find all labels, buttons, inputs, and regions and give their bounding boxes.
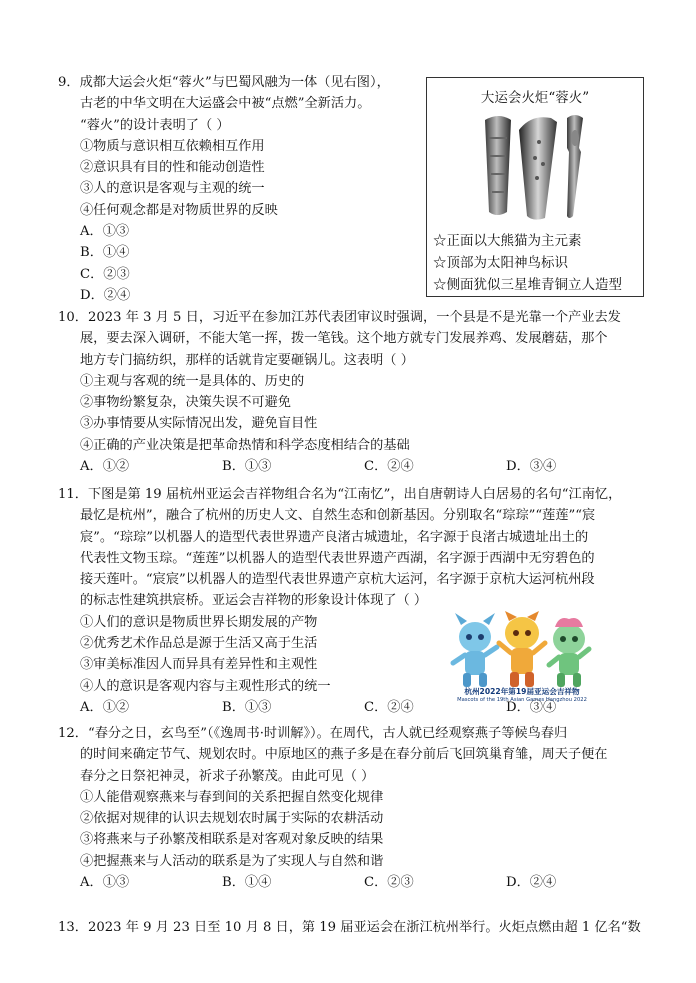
question-12-option-d[interactable]: D．②④ [506,875,557,891]
question-10-stem-line: 展，要去深入调研，不能大笔一挥，拨一笔钱。这个地方就专门发展养鸡、发展蘑菇，那个 [80,331,608,347]
question-11-stem-line: 的标志性建筑拱宸桥。亚运会吉祥物的形象设计体现了（ ） [80,593,428,609]
mascots-caption-cn: 杭州2022年第19届亚运会吉祥物 [464,687,580,696]
question-12-choice-statement: ④把握燕来与人活动的联系是为了实现人与自然和谐 [80,853,384,869]
question-9-stem-line: 9．成都大运会火炬“蓉火”与巴蜀风融为一体（见右图）， [58,75,390,90]
question-11-stem-line: 接天莲叶。“宸宸”以机器人的造型代表世界遗产京杭大运河，名字源于京杭大运河杭州段 [80,572,595,588]
question-12-stem-line: 的时间来确定节气、规划农时。中原地区的燕子多是在春分前后飞回筑巢育雏，周天子便在 [80,747,608,763]
question-11-option-b[interactable]: B．①③ [222,699,272,715]
question-11-stem-line: 宸”。“琮琮”以机器人的造型代表世界遗产良渚古城遗址，名字源于良渚古城遗址出土的 [80,529,589,545]
torch-note-side: ☆侧面犹似三星堆青铜立人造型 [433,277,622,293]
torch-figure-box [426,77,644,297]
question-12-choice-statement: ②依据对规律的认识去规划农时属于实际的农耕活动 [80,811,384,827]
mascots-caption [447,686,597,703]
question-9-option-a[interactable]: A．①③ [80,224,130,240]
question-10 [58,307,658,477]
question-9-option-c[interactable]: C．②③ [80,266,130,282]
question-12-option-a[interactable]: A．①③ [80,875,130,891]
question-11-option-c[interactable]: C．②④ [364,699,414,715]
question-9 [58,72,428,306]
question-10-choice-statement: ④正确的产业决策是把革命热情和科学态度相结合的基础 [80,437,410,453]
question-9-choice-statement: ②意识具有目的性和能动创造性 [80,160,265,176]
question-13-stem-line: 13．2023 年 9 月 23 日至 10 月 8 日，第 19 届亚运会在浙江杭州举行。火炬点燃由超 1 亿名“数 [58,920,641,935]
torch-note-front: ☆正面以大熊猫为主元素 [433,233,582,249]
question-10-stem-line: 地方专门搞纺织，那样的话就肯定要砸锅儿。这表明（ ） [80,352,414,368]
question-9-choice-statement: ④任何观念都是对物质世界的反映 [80,202,278,218]
question-12-stem-line: 春分之日祭祀神灵，祈求子孙繁茂。由此可见（ ） [80,768,375,784]
question-11-choice-statement: ③审美标准因人而异具有差异性和主观性 [80,657,318,673]
question-10-option-d[interactable]: D．③④ [506,459,557,475]
torch-note-top: ☆顶部为太阳神鸟标识 [433,255,568,271]
question-10-options [58,456,658,477]
question-12-stem-line: 12．“春分之日，玄鸟至”（《逸周书·时训解》）。在周代，古人就已经观察燕子等候鸟春归 [58,726,568,741]
question-9-option-d[interactable]: D．②④ [80,287,131,303]
question-11-choice-statement: ④人的意识是客观内容与主观性形式的统一 [80,678,331,694]
question-10-option-a[interactable]: A．①② [80,459,130,475]
question-12 [58,723,658,893]
question-12-option-c[interactable]: C．②③ [364,875,414,891]
question-10-option-b[interactable]: B．①③ [222,459,272,475]
question-12-choice-statement: ③将燕来与子孙繁茂相联系是对客观对象反映的结果 [80,832,384,848]
question-9-choice-statement: ①物质与意识相互依赖相互作用 [80,138,265,154]
question-10-choice-statement: ①主观与客观的统一是具体的、历史的 [80,373,305,389]
question-10-choice-statement: ③办事情要从实际情况出发，避免盲目性 [80,416,318,432]
question-11-stem-line: 11．下图是第 19 届杭州亚运会吉祥物组合名为“江南忆”，出自唐朝诗人白居易的名句“江南忆， [58,487,622,502]
question-10-choice-statement: ②事物纷繁复杂，决策失误不可避免 [80,395,291,411]
mascots-caption-en: Mascots of the 19th Asian Games Hangzhou 2022 [457,697,587,703]
question-9-choice-statement: ③人的意识是客观与主观的统一 [80,181,265,197]
question-9-option-b[interactable]: B．①④ [80,245,130,261]
question-11-stem-line: 代表性文物玉琮。“莲莲”以机器人的造型代表世界遗产西湖，名字源于西湖中无穷碧色的 [80,550,595,566]
question-11-option-d[interactable]: D．③④ [506,699,557,715]
question-13 [58,917,658,938]
question-11-choice-statement: ②优秀艺术作品总是源于生活又高于生活 [80,636,318,652]
question-11-choice-statement: ①人们的意识是物质世界长期发展的产物 [80,614,318,630]
torch-figure-title: 大运会火炬“蓉火” [480,90,590,106]
question-12-choice-statement: ①人能借观察燕来与春到间的关系把握自然变化规律 [80,789,384,805]
question-11-option-a[interactable]: A．①② [80,699,130,715]
question-12-option-b[interactable]: B．①④ [222,875,272,891]
question-10-stem-line: 10．2023 年 3 月 5 日，习近平在参加江苏代表团审议时强调，一个县是不是光靠一个产业去发 [58,310,621,325]
question-10-option-c[interactable]: C．②④ [364,459,414,475]
torch-image [471,108,599,222]
question-9-stem-line: 古老的中华文明在大运盛会中被“点燃”全新活力。 [80,96,371,112]
question-11-stem-line: 最忆是杭州”，融合了杭州的历史人文、自然生态和创新基因。分别取名“琮琮”“莲莲”“宸 [80,508,596,524]
question-9-stem-line: “蓉火”的设计表明了（ ） [80,117,230,133]
question-12-options [58,872,658,893]
